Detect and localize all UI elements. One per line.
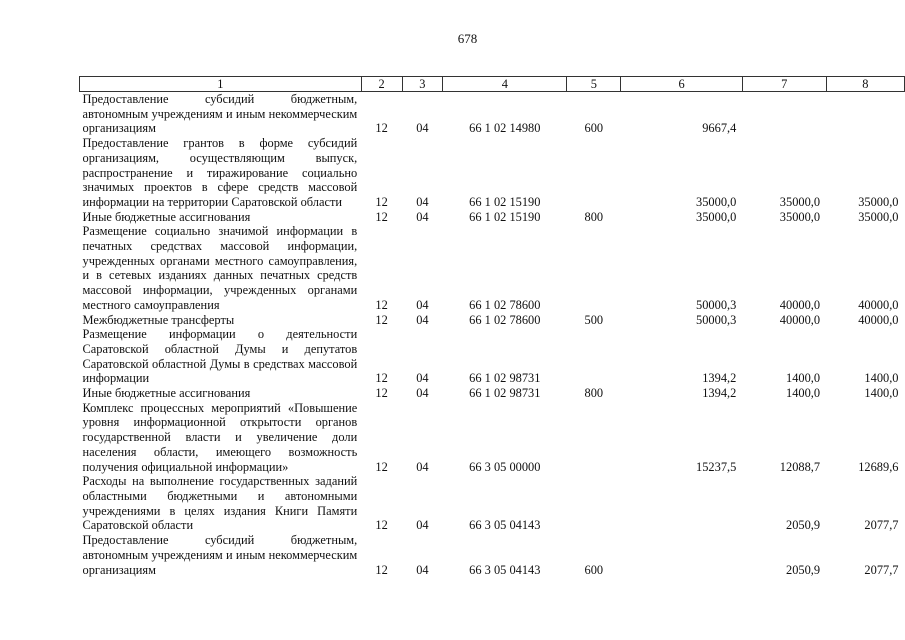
row-amount-col7: 1400,0 <box>786 386 821 401</box>
row-expense-type: 800 <box>584 209 604 224</box>
table-row <box>80 386 905 401</box>
row-amount-col7: 35000,0 <box>779 194 821 209</box>
row-name: Размещение социально значимой информации в печатных средствах массовой информации, учрежденных органами местного самоуправления, и в сетевых изданиях данных печатных средств массовой информации, учрежденных органами местного самоуправления <box>82 224 358 312</box>
row-amount-col6: 1394,2 <box>702 371 737 386</box>
row-amount-col7: 1400,0 <box>786 371 821 386</box>
row-target-article: 66 1 02 98731 <box>469 371 541 386</box>
row-amount-col7 <box>742 92 826 137</box>
row-expense-type <box>567 224 621 312</box>
row-name: Иные бюджетные ассигнования <box>82 209 251 224</box>
row-amount-col8: 35000,0 <box>858 209 899 224</box>
row-target-article: 66 1 02 15190 <box>469 209 541 224</box>
row-name: Предоставление субсидий бюджетным, автономным учреждениям и иным некоммерческим организациям <box>82 92 358 136</box>
row-amount-col7: 12088,7 <box>779 459 821 474</box>
row-amount-col6: 35000,0 <box>696 194 737 209</box>
row-name: Размещение информации о деятельности Саратовской областной Думы и депутатов Саратовской областной Думы в средствах массовой информации <box>82 327 358 386</box>
row-name: Предоставление грантов в форме субсидий организациям, осуществляющим выпуск, распространение и тиражирование социально значимых проектов в сфере средств массовой информации на территории Саратовской области <box>82 136 358 209</box>
row-amount-col6: 50000,3 <box>696 312 737 327</box>
row-subsection: 04 <box>416 459 429 474</box>
header-col-4: 4 <box>443 77 567 92</box>
row-section: 12 <box>375 209 388 224</box>
table-row <box>80 474 905 533</box>
row-amount-col7: 2050,9 <box>786 518 821 533</box>
table-row <box>80 533 905 577</box>
row-target-article: 66 1 02 78600 <box>469 297 541 312</box>
row-amount-col6 <box>621 474 743 533</box>
row-section: 12 <box>375 518 388 533</box>
header-col-6: 6 <box>621 77 743 92</box>
row-section: 12 <box>375 312 388 327</box>
row-section: 12 <box>375 297 388 312</box>
row-amount-col6: 1394,2 <box>702 386 737 401</box>
header-col-1: 1 <box>80 77 362 92</box>
header-col-8: 8 <box>826 77 904 92</box>
row-amount-col6: 15237,5 <box>696 459 737 474</box>
row-expense-type: 600 <box>584 562 604 577</box>
row-amount-col6: 35000,0 <box>696 209 737 224</box>
row-amount-col8: 35000,0 <box>858 194 899 209</box>
row-amount-col8 <box>826 92 904 137</box>
row-name: Расходы на выполнение государственных заданий областными бюджетными и автономными учреждениями в целях издания Книги Памяти Саратовской области <box>82 474 358 533</box>
row-expense-type <box>567 474 621 533</box>
row-target-article: 66 1 02 98731 <box>469 386 541 401</box>
table-row <box>80 401 905 475</box>
row-target-article: 66 1 02 78600 <box>469 312 541 327</box>
page-number: 678 <box>457 31 478 46</box>
row-amount-col7: 35000,0 <box>779 209 821 224</box>
row-section: 12 <box>375 562 388 577</box>
row-expense-type: 500 <box>584 312 604 327</box>
row-subsection: 04 <box>416 312 429 327</box>
row-name: Предоставление субсидий бюджетным, автономным учреждениям и иным некоммерческим организациям <box>82 533 358 577</box>
row-section: 12 <box>375 386 388 401</box>
header-col-2: 2 <box>361 77 402 92</box>
header-col-3: 3 <box>402 77 443 92</box>
row-section: 12 <box>375 459 388 474</box>
row-target-article: 66 1 02 14980 <box>469 121 541 136</box>
budget-table <box>79 76 905 577</box>
row-subsection: 04 <box>416 297 429 312</box>
table-row <box>80 224 905 312</box>
row-amount-col8: 1400,0 <box>864 386 899 401</box>
row-expense-type <box>567 327 621 386</box>
row-subsection: 04 <box>416 121 429 136</box>
row-expense-type <box>567 401 621 475</box>
row-amount-col7: 40000,0 <box>779 297 821 312</box>
header-col-5: 5 <box>567 77 621 92</box>
row-subsection: 04 <box>416 518 429 533</box>
row-section: 12 <box>375 121 388 136</box>
row-expense-type: 600 <box>584 121 604 136</box>
row-target-article: 66 3 05 04143 <box>469 518 541 533</box>
row-amount-col8: 2077,7 <box>864 562 899 577</box>
row-amount-col6 <box>621 533 743 577</box>
row-amount-col6: 9667,4 <box>702 121 737 136</box>
row-subsection: 04 <box>416 194 429 209</box>
row-amount-col8: 1400,0 <box>864 371 899 386</box>
row-target-article: 66 3 05 04143 <box>469 562 541 577</box>
table-row <box>80 327 905 386</box>
row-amount-col8: 40000,0 <box>858 297 899 312</box>
row-subsection: 04 <box>416 562 429 577</box>
row-amount-col8: 40000,0 <box>858 312 899 327</box>
row-expense-type <box>567 136 621 210</box>
row-expense-type: 800 <box>584 386 604 401</box>
row-amount-col6: 50000,3 <box>696 297 737 312</box>
row-subsection: 04 <box>416 209 429 224</box>
row-subsection: 04 <box>416 371 429 386</box>
row-amount-col7: 40000,0 <box>779 312 821 327</box>
row-name: Межбюджетные трансферты <box>82 312 235 327</box>
table-row <box>80 313 905 328</box>
row-amount-col8: 2077,7 <box>864 518 899 533</box>
row-name: Иные бюджетные ассигнования <box>82 386 251 401</box>
header-col-7: 7 <box>742 77 826 92</box>
row-target-article: 66 3 05 00000 <box>469 459 541 474</box>
table-row <box>80 210 905 225</box>
row-name: Комплекс процессных мероприятий «Повышение уровня информационной открытости органов государственной власти и увеличение доли населения области, имеющего возможность получения официальной информации» <box>82 400 358 474</box>
row-amount-col7: 2050,9 <box>786 562 821 577</box>
row-subsection: 04 <box>416 386 429 401</box>
row-section: 12 <box>375 194 388 209</box>
row-amount-col8: 12689,6 <box>858 459 899 474</box>
row-target-article: 66 1 02 15190 <box>469 194 541 209</box>
table-row <box>80 92 905 137</box>
table-row <box>80 136 905 210</box>
row-section: 12 <box>375 371 388 386</box>
header-row <box>80 77 905 92</box>
